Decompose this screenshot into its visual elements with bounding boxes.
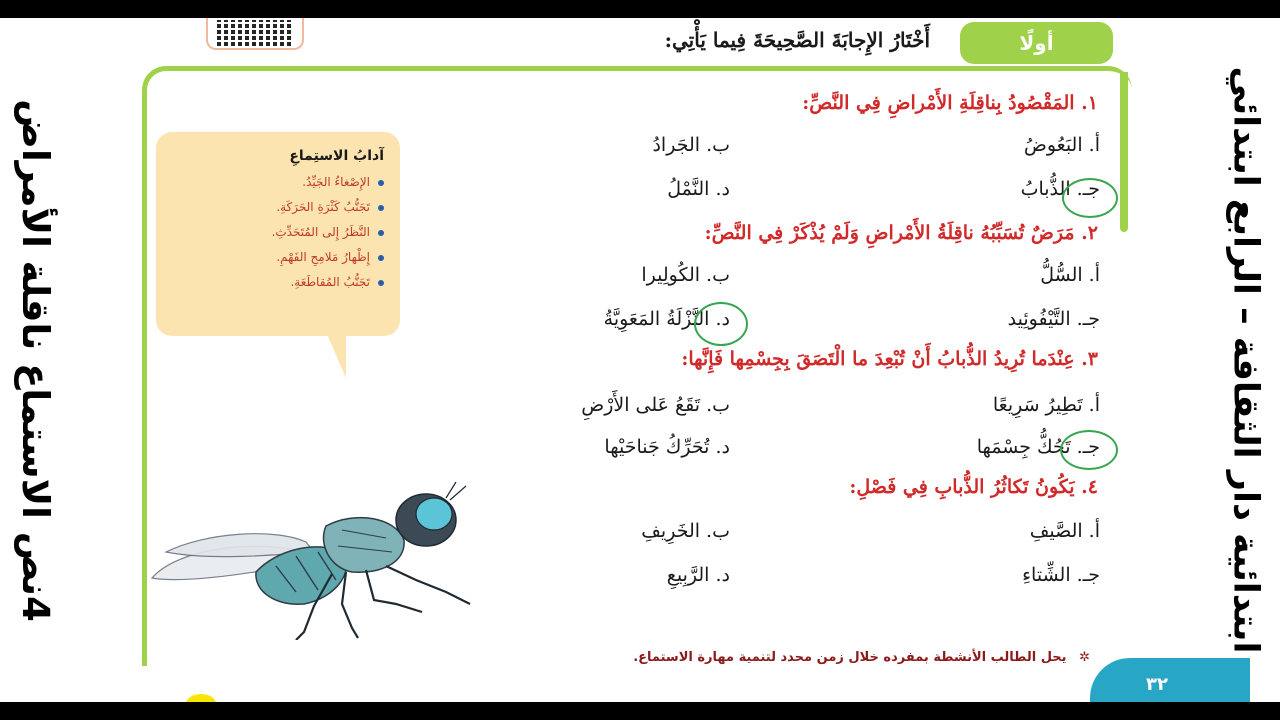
q3-option-c[interactable]: جـ. تَحُكُّ جِسْمَها [976, 436, 1100, 458]
left-side-title-text: 4نص الاستماع ناقلة الأمراض [13, 98, 57, 622]
tips-list-item: إِظْهارُ مَلامِحِ الفَهْمِ. [170, 245, 384, 270]
tips-title: آدابُ الاستِماعِ [289, 148, 384, 164]
bullet-icon [378, 180, 384, 186]
q2-option-c[interactable]: جـ. التَّيْفُوئِيد [1007, 308, 1100, 330]
question-3: ٣. عِنْدَما تُرِيدُ الذُّبابُ أَنْ تُبْعِدَ ما الْتَصَقَ بِجِسْمِها فَإِنَّها: [681, 348, 1098, 370]
question-2: ٢. مَرَضٌ تُسَبِّبُهُ ناقِلَةُ الأَمْراضِ وَلَمْ يُذْكَرْ فِي النَّصِّ: [704, 222, 1098, 244]
q3-option-a[interactable]: أ. تَطِيرُ سَرِيعًا [992, 394, 1100, 416]
q3-option-b[interactable]: ب. تَقَعُ عَلى الأَرْضِ [581, 394, 730, 416]
q4-option-d[interactable]: د. الرَّبِيعِ [666, 564, 730, 586]
listening-tips-bubble [156, 132, 400, 336]
q1-option-a[interactable]: أ. البَعُوضُ [1023, 134, 1100, 156]
green-frame-right-edge [1120, 72, 1128, 232]
bullet-icon [378, 205, 384, 211]
q1-option-b[interactable]: ب. الجَرادُ [652, 134, 730, 156]
q1-option-c[interactable]: جـ. الذُّبابُ [1020, 178, 1100, 200]
qr-code [206, 18, 304, 50]
fly-illustration [146, 480, 476, 640]
answer-circle-q1 [1062, 178, 1118, 218]
question-4: ٤. يَكُونُ تَكاثُرُ الذُّبابِ فِي فَصْلِ: [849, 476, 1098, 498]
tips-list-item: النَّظَرُ إِلى المُتَحَدِّثِ. [170, 220, 384, 245]
question-1: ١. المَقْصُودُ بِناقِلَةِ الأَمْراضِ فِي النَّصِّ: [802, 92, 1098, 114]
section-label: أولًا [1019, 31, 1054, 55]
qr-code-icon [217, 20, 293, 46]
tips-list-item: تَجَنُّبُ المُقاطَعَةِ. [170, 270, 384, 295]
answer-circle-q3 [1060, 430, 1118, 470]
tips-list-item: تَجَنُّبُ كَثْرَةِ الحَرَكَةِ. [170, 195, 384, 220]
textbook-page [70, 18, 1210, 702]
star-icon: ✲ [1079, 650, 1090, 665]
page-number-tab [1090, 658, 1250, 702]
q2-option-d[interactable]: د. النَّزْلَةُ المَعَوِيَّةُ [603, 308, 730, 330]
right-side-title [1210, 18, 1280, 702]
tips-list-item: الإِصْغاءُ الجَيِّدُ. [170, 170, 384, 195]
top-letterbox [0, 0, 1280, 18]
right-side-title-text: ابتدائية دار الثقافة – الرابع ابتدائي [1225, 66, 1266, 654]
bullet-icon [378, 230, 384, 236]
q4-option-c[interactable]: جـ. الشِّتاءِ [1022, 564, 1100, 586]
left-side-title [0, 18, 70, 702]
answer-circle-q2 [694, 302, 748, 346]
q4-option-a[interactable]: أ. الصَّيفِ [1029, 520, 1100, 542]
tips-bubble-tail [320, 318, 346, 378]
instruction-text: أَخْتَارُ الإِجابَةَ الصَّحِيحَةَ فِيما يَأْتِي: [664, 28, 930, 52]
video-frame [0, 18, 1280, 702]
section-label-tab [960, 22, 1113, 64]
q2-option-b[interactable]: ب. الكُولِيرا [641, 264, 730, 286]
bullet-icon [378, 255, 384, 261]
tips-list [170, 170, 384, 295]
cursor-highlight [186, 694, 216, 702]
bottom-letterbox [0, 702, 1280, 720]
footnote-text: يحل الطالب الأنشطة بمفرده خلال زمن محدد لتنمية مهارة الاستماع. [633, 650, 1067, 665]
q3-option-d[interactable]: د. تُحَرِّكُ جَناحَيْها [604, 436, 730, 458]
page-number: ٣٢ [1146, 674, 1168, 695]
q4-option-b[interactable]: ب. الخَرِيفِ [641, 520, 730, 542]
footnote [450, 650, 1090, 665]
q2-option-a[interactable]: أ. السُّلُّ [1040, 264, 1100, 286]
bullet-icon [378, 280, 384, 286]
q1-option-d[interactable]: د. النَّمْلُ [667, 178, 730, 200]
